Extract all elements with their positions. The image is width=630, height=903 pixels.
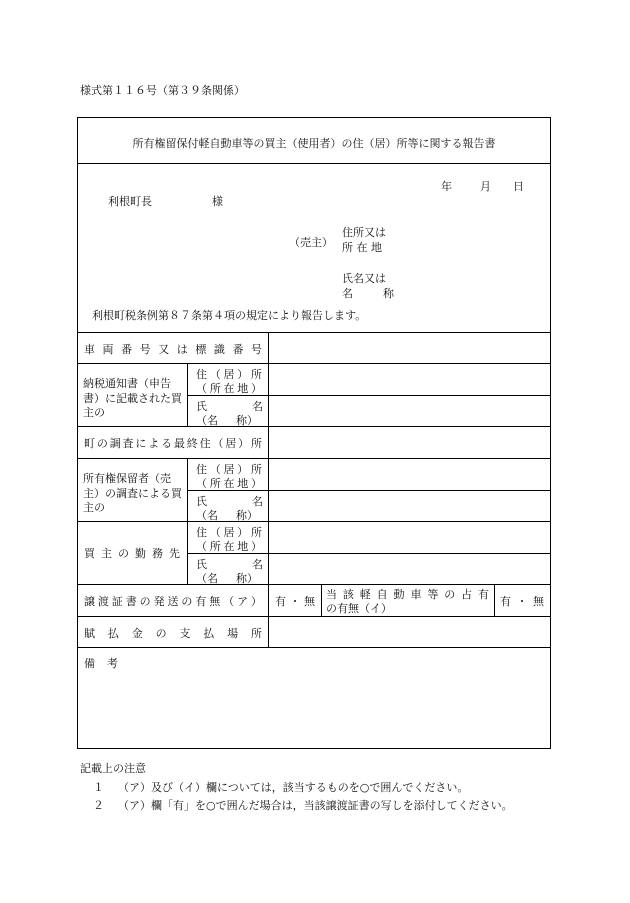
label-retainer-survey-3: 主の [83, 501, 105, 514]
label-remarks: 備考 [84, 657, 118, 670]
seller-label: （売主） [289, 236, 333, 249]
divider [187, 363, 188, 426]
sub-name-1b: 名 [252, 495, 263, 508]
label-tax-notice-buyer-3: 主の [83, 406, 105, 419]
date-year: 年 [441, 180, 452, 193]
field-vehicle-number[interactable] [269, 333, 550, 363]
label-retainer-survey-2: 主）の調査による買 [83, 487, 182, 500]
divider [268, 584, 269, 616]
field-retainer-name[interactable] [269, 491, 550, 521]
field-tax-notice-address[interactable] [269, 364, 550, 394]
sub-address-1: 住（居）所 [196, 526, 262, 539]
field-tax-notice-name[interactable] [269, 396, 550, 426]
sub-address-2: （所在地） [196, 540, 262, 553]
seller-name-label-1: 氏名又は [342, 272, 386, 285]
sub-name-2b: 称） [236, 414, 258, 427]
label-retainer-survey-1: 所有権保留者（売 [83, 472, 171, 485]
statement-text: 利根町税条例第８７条第４項の規定により報告します。 [92, 309, 367, 322]
sub-address-1: 住（居）所 [196, 368, 262, 381]
form-title: 所有権留保付軽自動車等の買主（使用者）の住（居）所等に関する報告書 [132, 137, 496, 150]
note-text: （ア）及び（イ）欄については，該当するものを○で囲んでください。 [118, 781, 469, 794]
field-workplace-name[interactable] [269, 554, 550, 584]
date-month: 月 [480, 180, 491, 193]
sub-address-2: （所在地） [196, 477, 262, 490]
divider [187, 458, 188, 584]
field-workplace-address[interactable] [269, 522, 550, 552]
sub-name-1b: 名 [252, 400, 263, 413]
label-town-survey: 町の調査による最終住（居）所 [84, 437, 262, 450]
label-tax-notice-buyer-1: 納税通知書（申告 [83, 377, 171, 390]
divider [78, 647, 550, 648]
sub-name-1b: 名 [252, 558, 263, 571]
sub-name-1a: 氏 [196, 495, 207, 508]
sub-name-2a: （名 [196, 572, 218, 585]
field-payment-place[interactable] [269, 617, 550, 647]
label-payment-place: 賦払金の支払場所 [84, 627, 262, 640]
sub-name-1a: 氏 [196, 558, 207, 571]
label-vehicle-number: 車両番号又は標識番号 [84, 343, 262, 356]
seller-name-label-2b: 称 [383, 287, 394, 300]
date-day: 日 [513, 180, 524, 193]
label-workplace: 買主の勤務先 [84, 547, 180, 560]
divider [78, 584, 550, 585]
divider [494, 584, 495, 616]
label-tax-notice-buyer-2: 書）に記載された買 [83, 392, 182, 405]
seller-address-label-1: 住所又は [342, 226, 386, 239]
seller-name-label-2a: 名 [342, 287, 353, 300]
note-number: １ [93, 781, 104, 794]
field-remarks[interactable] [79, 670, 549, 746]
report-form [77, 117, 551, 749]
sub-name-2a: （名 [196, 509, 218, 522]
field-town-survey[interactable] [269, 427, 550, 458]
seller-address-label-2: 所 在 地 [342, 241, 382, 254]
label-possession-1: 当該軽自動車等の占有 [326, 588, 489, 601]
sub-name-2b: 称） [236, 572, 258, 585]
sub-name-2b: 称） [236, 509, 258, 522]
notes-heading: 記載上の注意 [80, 762, 146, 775]
sub-name-2a: （名 [196, 414, 218, 427]
note-number: ２ [93, 799, 104, 812]
choice-transfer-cert[interactable]: 有・無 [275, 595, 315, 608]
sub-address-1: 住（居）所 [196, 463, 262, 476]
form-number: 様式第１１６号（第３９条関係） [80, 84, 245, 97]
field-retainer-address[interactable] [269, 459, 550, 489]
note-text: （ア）欄「有」を○で囲んだ場合は，当該譲渡証書の写しを添付してください。 [118, 799, 513, 812]
addressee-name: 利根町長 [108, 195, 152, 208]
sub-address-2: （所在地） [196, 382, 262, 395]
sub-name-1a: 氏 [196, 400, 207, 413]
addressee-honorific: 様 [212, 195, 223, 208]
label-possession-2: の有無（イ） [326, 602, 392, 615]
choice-possession[interactable]: 有・無 [500, 595, 544, 608]
label-transfer-cert: 譲渡証書の発送の有無（ア） [84, 595, 262, 608]
divider [78, 163, 550, 164]
divider [321, 584, 322, 616]
